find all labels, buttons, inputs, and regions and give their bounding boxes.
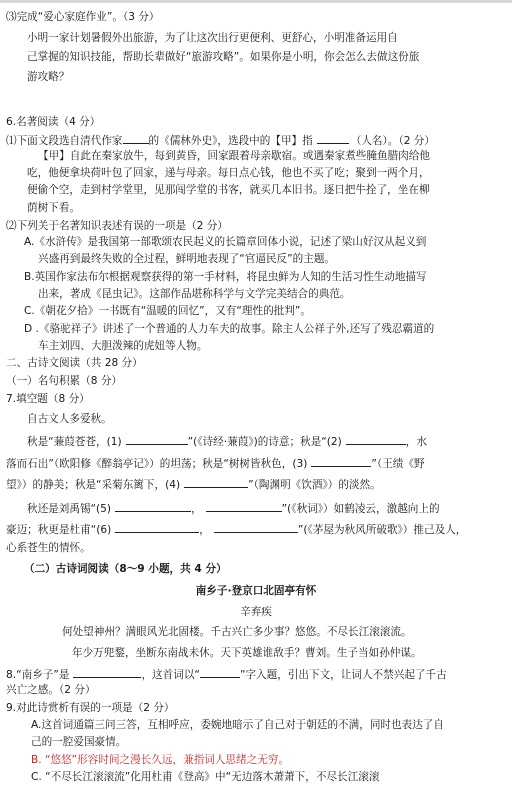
q9-option-c: C. “不尽长江滚滚流”化用杜甫《登高》中“无边落木萧萧下，不尽长江滚滚 (31, 771, 380, 783)
q7-heading: 7.填空题（8 分） (6, 392, 90, 405)
q9-option-b: B. “悠悠”形容时间之漫长久远，兼指词人思绪之无穷。 (31, 753, 290, 766)
q8-text: ，这首词以“ (141, 669, 200, 682)
poem-line-2: 年少万兜鍪，坐断东南战未休。天下英雄谁敌手？曹刘。生子当如孙仲谋。 (72, 646, 422, 659)
q7-line-2 (6, 457, 425, 470)
q6-sub1-text-3: （人名）。（2 分） (350, 135, 435, 148)
q7-text: ， (199, 523, 210, 536)
q8-line-1 (6, 668, 447, 681)
q7-text: ”(《诗经·蒹葭》)的诗意；秋是“(2) (187, 436, 342, 449)
q5-line-3: 游攻略？ (27, 70, 70, 83)
q6-option-a-line-1: A.《水浒传》是我国第一部歌颂农民起义的长篇章回体小说，记述了梁山好汉从起义到 (24, 236, 427, 249)
q7-line-3 (6, 478, 381, 491)
q7-text: ，水 (405, 436, 427, 449)
q5-label: ⑶完成“爱心家庭作业”。（3 分） (6, 11, 160, 23)
answer-blank[interactable] (214, 523, 298, 533)
q8-line-2: 兴亡之感。（2 分） (6, 684, 96, 697)
q6-passage-line-2: 吃，他便拿块荷叶包了回家，递与母亲。每日点心钱，他也不买了吃；聚到一两个月， (27, 166, 430, 179)
q8-text: ”字入题，引出下文，让词人不禁兴起了千古 (239, 669, 447, 682)
q7-text: 豪迈；秋更是杜甫“(6) (6, 523, 112, 536)
q6-option-a-line-2: 兴盛再到最终失败的全过程，鲜明地表现了“官逼民反”的主题。 (38, 253, 336, 266)
answer-blank[interactable] (73, 668, 141, 678)
q6-sub2-label: ⑵下列关于名著知识表述有误的一项是（2 分） (6, 219, 228, 232)
answer-blank[interactable] (123, 134, 149, 144)
q6-sub1-text-1: ⑴下面文段选自清代作家 (6, 135, 123, 148)
q7-text: 望》）的静美；秋是“采菊东篱下，(4) (6, 478, 181, 491)
q6-option-d-line-2: 车主刘四、大胆泼辣的虎妞等人物。 (38, 340, 208, 352)
q6-passage-line-4: 荫树下看。 (27, 201, 80, 214)
q7-text: ， (191, 502, 202, 515)
q7-line-5 (6, 523, 466, 536)
q7-line-1 (27, 435, 427, 448)
q5-line-1: 小明一家计划暑假外出旅游，为了让这次出行更便利、更舒心，小明准备运用自 (27, 32, 398, 45)
q6-option-c: C.《朝花夕拾》一书既有“温暖的回忆”，又有“理性的批判”。 (24, 305, 311, 318)
poem-line-1: 何处望神州？满眼风光北固楼。千古兴亡多少事？悠悠。不尽长江滚滚流。 (62, 625, 412, 638)
q9-option-a-line-1: A.这首词通篇三问三答，互相呼应，委婉地暗示了自己对于朝廷的不满，同时也表达了自 (31, 719, 444, 732)
answer-blank[interactable] (317, 134, 349, 144)
q7-line-4 (27, 502, 440, 515)
q7-intro: 自古文人多爱秋。 (27, 413, 112, 426)
q6-sub1-question (6, 134, 435, 147)
q6-passage-line-3: 便偷个空，走到村学堂里，见那闯学堂的书客，就买几本旧书。逐日把牛拴了，坐在柳 (27, 184, 430, 197)
q6-heading: 6.名著阅读（4 分） (6, 115, 101, 128)
answer-blank[interactable] (184, 478, 248, 488)
answer-blank[interactable] (311, 457, 371, 467)
q6-sub1-text-2: 的《儒林外史》，选段中的【甲】指 (148, 135, 313, 148)
answer-blank[interactable] (200, 668, 240, 678)
section2-sub1-heading: （一）名句积累（8 分） (6, 374, 123, 387)
answer-blank[interactable] (346, 435, 406, 445)
section2-heading: 二、古诗文阅读（共 28 分） (6, 357, 143, 370)
q7-text: 秋是“蒹葭苍苍，(1) (27, 436, 122, 449)
q7-text: ”（陶渊明《饮酒》）的淡然。 (248, 478, 381, 491)
page-top-edge (0, 0, 512, 3)
answer-blank[interactable] (115, 502, 191, 512)
q6-option-b-line-1: B.英国作家法布尔根据观察获得的第一手材料，将昆虫鲜为人知的生活习性生动地描写 (24, 270, 427, 283)
q7-text: 秋还是刘禹锡“(5) (27, 502, 112, 515)
answer-blank[interactable] (126, 435, 188, 445)
q7-text: ”（王绩《野 (371, 457, 425, 470)
answer-blank[interactable] (206, 502, 282, 512)
answer-blank[interactable] (115, 523, 199, 533)
q7-line-6: 心系苍生的情怀。 (6, 542, 91, 554)
q7-text: ”(《秋词》）如鹤凌云，激越向上的 (281, 502, 440, 515)
q7-text: ”(《茅屋为秋风所破歌》）推己及人， (297, 523, 467, 536)
q6-option-d-line-1: D .《骆驼祥子》讲述了一个普通的人力车夫的故事。除主人公祥子外,还写了残忍霸道的 (24, 322, 435, 335)
q7-text: 落而石出”（欧阳修《醉翁亭记》）的坦荡；秋是“树树皆秋色，(3) (6, 457, 308, 470)
q6-option-b-line-2: 出来，著成《昆虫记》。这部作品堪称科学与文学完美结合的典范。 (38, 288, 351, 301)
q8-text: 8.“南乡子”是 (6, 669, 70, 682)
section2b-heading: （二）古诗词阅读（8～9 小题，共 4 分） (24, 563, 227, 576)
poem-author: 辛弃疾 (240, 605, 272, 618)
q5-line-2: 己掌握的知识技能，帮助长辈做好“旅游攻略”。如果你是小明，你会怎么去做这份旅 (27, 51, 420, 64)
q9-option-a-line-2: 己的一腔爱国豪情。 (31, 736, 127, 749)
q6-passage-line-1: 【甲】自此在秦家放牛，每到黄昏，回家跟着母亲歇宿。或遇秦家煮些腌鱼腊肉给他 (38, 149, 430, 162)
q9-label: 9.对此诗赏析有误的一项是（2 分） (6, 701, 175, 714)
poem-title: 南乡子·登京口北固亭有怀 (195, 585, 317, 598)
